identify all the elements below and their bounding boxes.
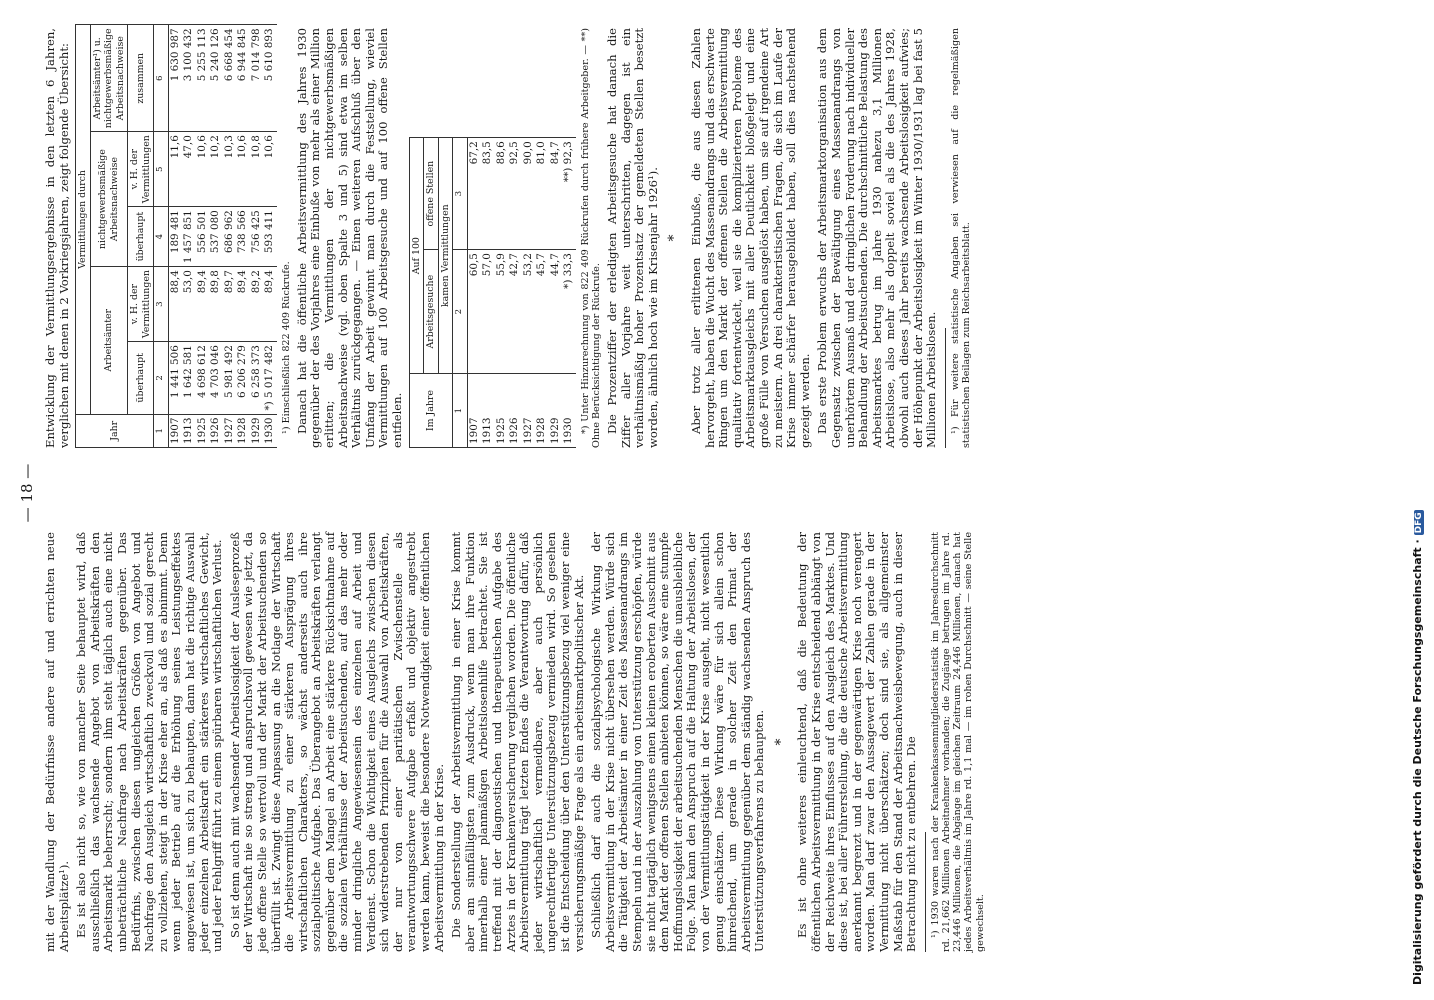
- table-cell: 5 981 492: [223, 342, 237, 414]
- year-cell: 1929: [250, 414, 264, 447]
- table-cell: 89,8: [209, 267, 223, 342]
- table-cell: 89,7: [223, 267, 237, 342]
- table-cell: 5 610 893: [263, 25, 277, 132]
- table-cell: 6 258 373: [250, 342, 264, 414]
- right-column: [44, 28, 1384, 448]
- year-cell: 1928: [535, 374, 549, 448]
- column-number: 1: [154, 414, 169, 447]
- paragraph: Entwicklung der Vermittlungsergebnisse in den letzten 6 Jahren, verglichen mit denen in 2 Vorkriegsjahren, zeigt folgende Übersicht:: [43, 28, 71, 448]
- column-number: 5: [154, 132, 169, 207]
- column-number: 3: [154, 267, 169, 342]
- table-cell: *) 5 017 482: [263, 342, 277, 414]
- sidebar-label: [1411, 5, 1424, 985]
- table-note: ¹) Einschließlich 822 409 Rückrufe.: [280, 261, 292, 434]
- paragraph: Danach hat die öffentliche Arbeitsvermittlung des Jahres 1930 gegenüber der des Vorjahres eine Einbuße von mehr als einer Million erlitten; die Vermittlungen der nichtgewerbsmäßigen Arbeitsnachweise (vgl. oben Spalte 3 und 5) sind etwa im selben Verhältnis zurückgegangen. — Einen weiteren Aufschluß über den Umfang der Arbeit gewinnt man durch die Feststellung, wieviel Vermittlungen auf 100 Arbeitsgesuche und auf 100 offene Stellen entfielen.: [294, 28, 405, 448]
- table-cell: 6 944 845: [236, 25, 250, 132]
- table-header: Arbeitsgesuche: [424, 250, 439, 374]
- table-cell: 6 206 279: [236, 342, 250, 414]
- table-cell: 10,6: [236, 132, 250, 207]
- table-cell: 89,4: [196, 267, 210, 342]
- table-cell: 1 457 851: [182, 207, 196, 267]
- table-cell: 83,5: [481, 138, 495, 250]
- page-number: — 18 —: [18, 463, 36, 523]
- table-header: Arbeitsämter¹) u. nichtgewerbsmäßige Arbeitsnachweise: [90, 25, 128, 132]
- table-cell: 537 080: [209, 207, 223, 267]
- year-cell: 1928: [236, 414, 250, 447]
- table-header: überhaupt: [128, 342, 154, 414]
- table-cell: 593 411: [263, 207, 277, 267]
- year-cell: 1907: [168, 414, 182, 447]
- table-cell: 10,2: [209, 132, 223, 207]
- dfg-logo-icon: DFG: [1414, 512, 1424, 534]
- table-cell: 3 100 432: [182, 25, 196, 132]
- year-cell: 1925: [495, 374, 509, 448]
- table-cell: 738 566: [236, 207, 250, 267]
- year-cell: 1929: [549, 374, 563, 448]
- table-header-year: Jahr: [76, 414, 154, 447]
- year-cell: 1907: [467, 374, 481, 448]
- table-cell: 10,8: [250, 132, 264, 207]
- table-header: v. H. der Vermittlungen: [128, 132, 154, 207]
- year-cell: 1926: [508, 374, 522, 448]
- table-cell: 556 501: [196, 207, 210, 267]
- table-cell: 5 240 126: [209, 25, 223, 132]
- table-cell: 686 962: [223, 207, 237, 267]
- paragraph: Es ist ohne weiteres einleuchtend, daß die Bedeutung der öffentlichen Arbeitsvermittlung in der Krise entscheidend abhängt von der Reichweite ihres Einflusses auf den Ausgleich des Marktes. Und diese ist, bei aller Führerstellung, die die deutsche Arbeitsvermittlung anerkannt begrenzt und in der gegenwärtigen Krise noch verengert worden. Man darf zwar den Aussagewert der Zahlen gerade in der Vermittlung nicht überschätzen; doch sind sie, als allgemeinster Maßstab für den Stand der Arbeitsnachweisbewegung, auch in dieser Betrachtung nicht zu entbehren. Die: [795, 532, 919, 952]
- paragraph: mit der Wandlung der Bedürfnisse andere auf und errichten neue Arbeitsplätze¹).: [43, 532, 71, 952]
- table-header: zusammen: [128, 25, 154, 132]
- paragraph: Die Sonderstellung der Arbeitsvermittlung in einer Krise kommt aber am sinnfälligsten zum Ausdruck, wenn man ihre Funktion innerhalb einer planmäßigen Arbeitslosenhilfe betrachtet. Sie ist treffend mit der diagnostischen und therapeutischen Aufgabe des Arztes in der Krankenversicherung verglichen worden. Die öffentliche Arbeitsvermittlung trägt letzten Endes die Verantwortung dafür, daß jeder wirtschaftlich vermeidbare, aber auch persönlich ungerechtfertigte Unterstützungsbezug vermieden wird. So gesehen ist die Entscheidung über den Unterstützungsbezug viel weniger eine versicherungsmäßige Frage als ein arbeitsmarktpolitischer Akt.: [449, 532, 586, 952]
- table-cell: 60,5: [467, 250, 481, 374]
- footnote: ¹) 1930 waren nach der Krankenkassenmitgliederstatistik im Jahresdurchschnitt rd. 21,662 Millionen Arbeitnehmer vorhanden; die Zugänge betrugen im Jahre rd. 23,446 Millionen, die Abgänge im gleichen Zeitraum 24,446 Millionen, danach hat jedes Arbeitsverhältnis im Jahre rd. 1,1 mal — im rohen Durchschnitt — seine Stelle gewechselt.: [929, 532, 986, 952]
- year-cell: 1925: [196, 414, 210, 447]
- table-header-group: Auf 100: [409, 138, 424, 374]
- table-cell: 7 014 798: [250, 25, 264, 132]
- table-cell: 10,6: [196, 132, 210, 207]
- table-cell: 6 668 454: [223, 25, 237, 132]
- paragraph: Es ist also nicht so, wie von mancher Seite behauptet wird, daß ausschließlich das wachsende Angebot von Arbeitskräften den Arbeitsmarkt beherrscht; sondern ihm steht täglich auch eine nicht unbeträchtliche Nachfrage nach Arbeitskräften gegenüber. Das Bedürfnis, zwischen diesen ungleichen Größen von Angebot und Nachfrage den Ausgleich wirtschaftlich zweckvoll und sozial gerecht zu vollziehen, steigt in der Krise eher an, als daß es abnimmt. Denn wenn jeder Betrieb auf die Erhöhung seines Leistungseffektes angewiesen ist, um sich zu behaupten, dann hat die richtige Auswahl jeder einzelnen Arbeitskraft ein stärkeres wirtschaftliches Gewicht, und jeder Fehlgriff führt zu einem spürbaren wirtschaftlichen Verlust.: [74, 532, 225, 952]
- column-number: 3: [453, 138, 468, 250]
- table-cell: 4 703 046: [209, 342, 223, 414]
- table-cell: **) 92,3: [562, 138, 576, 250]
- year-cell: 1930: [562, 374, 576, 448]
- paragraph: Schließlich darf auch die sozialpsychologische Wirkung der Arbeitsvermittlung in der Krise nicht übersehen werden. Würde sich die Tätigkeit der Arbeitsämter in einer Zeit des Massenandrangs im Stempeln und in der Auszahlung von Unterstützung erschöpfen, würde sie nicht tagtäglich wenigstens einen kleinen eroberten Ausschnitt aus dem Markt der offenen Stellen anbieten können, so wäre eine stumpfe Hoffnungslosigkeit der arbeitsuchenden Menschen die unausbleibliche Folge. Man kann den Anspruch auf die Haltung der Arbeitslosen, der von der Vermittlungstätigkeit in der Krise ausgeht, nicht wesentlich genug einschätzen. Diese Wirkung wäre für sich allein schon hinreichend, um gerade in solcher Zeit den Primat der Arbeitsvermittlung gegenüber dem ständig wachsenden Anspruch des Unterstützungsverfahrens zu behaupten.: [589, 532, 767, 952]
- table-cell: 10,3: [223, 132, 237, 207]
- column-number: 4: [154, 207, 169, 267]
- table-row: [562, 138, 576, 448]
- table-cell: 45,7: [535, 250, 549, 374]
- table-header-year: Im Jahre: [409, 374, 453, 448]
- table-cell: 4 698 612: [196, 342, 210, 414]
- table-note: *) Unter Hinzurechnung von 822 409 Rückrufen durch frühere Arbeitgeber. — **) Ohne Berücksichtigung der Rückrufe.: [579, 28, 602, 448]
- table-row: [196, 25, 210, 448]
- paragraph: Aber trotz aller erlittenen Einbuße, die aus diesen Zahlen hervorgeht, haben die Wucht des Massenandrangs und das erschwerte Ringen um den Markt der offenen Stellen die Arbeitsvermittlung qualitativ fortentwickelt, weil sie die komplizierteren Probleme des Arbeitsmarktausgleichs mit aller Deutlichkeit bloßgelegt und eine große Fülle von Versuchen ausgelöst haben, um sie auf irgendeine Art zu meistern. An drei charakteristischen Fragen, die sich im Laufe der Krise immer schärfer herausgebildet haben, soll dies nachstehend gezeigt werden.: [689, 28, 812, 448]
- table-cell: 1 630 987: [168, 25, 182, 132]
- table-row: [535, 138, 549, 448]
- table-cell: 90,0: [522, 138, 536, 250]
- year-cell: 1930: [263, 414, 277, 447]
- table-row: [495, 138, 509, 448]
- column-number: 6: [154, 25, 169, 132]
- table-cell: 189 481: [168, 207, 182, 267]
- table-row: [250, 25, 264, 448]
- table-cell: 44,7: [549, 250, 563, 374]
- placement-table: [75, 24, 277, 448]
- section-divider-star: *: [666, 234, 683, 242]
- table-row: [209, 25, 223, 448]
- table-header: Arbeitsämter: [90, 267, 128, 414]
- table-header: nichtgewerbsmäßige Arbeitsnachweise: [90, 132, 128, 267]
- table-cell: 84,7: [549, 138, 563, 250]
- table-cell: 89,2: [250, 267, 264, 342]
- paragraph: So ist denn auch mit wachsender Arbeitslosigkeit der Ausleseprozeß der Wirtschaft nie so streng und anspruchsvoll gewesen wie jetzt, da jede offene Stelle so wertvoll und der Markt der Arbeitsuchenden so überfüllt ist. Zwingt diese Anpassung an die Notlage der Wirtschaft die Arbeitsvermittlung zu einer stärkeren Ausprägung ihres wirtschaftlichen Charakters, so wächst anderseits auch ihre sozialpolitische Aufgabe. Das Überangebot an Arbeitskräften verlangt gegenüber dem Mangel an Arbeit eine stärkere Rücksichtnahme auf die sozialen Verhältnisse der Arbeitsuchenden, auf das mehr oder minder dringliche Angewiesensein des einzelnen auf Arbeit und Verdienst. Schon die Wichtigkeit eines Ausgleichs zwischen diesen sich widerstrebenden Prinzipien für die Auswahl von Arbeitskräften, der nur von einer paritätischen Zwischenstelle als verantwortungsschwere Aufgabe erfaßt und objektiv angestrebt werden kann, beweist die besondere Notwendigkeit einer öffentlichen Arbeitsvermittlung in der Krise.: [227, 532, 446, 952]
- rotated-page-content: [10, 18, 1390, 968]
- year-cell: 1927: [522, 374, 536, 448]
- table-row: [236, 25, 250, 448]
- year-cell: 1913: [182, 414, 196, 447]
- section-divider-star: *: [772, 738, 789, 746]
- table-row: [549, 138, 563, 448]
- table-cell: 89,4: [236, 267, 250, 342]
- table-header: v. H. der Vermittlungen: [128, 267, 154, 342]
- column-number: 2: [154, 342, 169, 414]
- table-cell: 89,4: [263, 267, 277, 342]
- paragraph: Die Prozentziffer der erledigten Arbeitsgesuche hat danach die Ziffer aller Vorjahre weit unterschritten, dagegen ist ein verhältnismäßig hoher Prozentsatz der gemeldeten Stellen besetzt worden, ähnlich hoch wie im Krisenjahr 1926¹).: [605, 28, 660, 448]
- table-cell: 57,0: [481, 250, 495, 374]
- table-header-group: Vermittlungen durch: [76, 25, 91, 414]
- table-cell: 88,4: [168, 267, 182, 342]
- footnote-rule: [925, 832, 926, 952]
- table-cell: 1 642 581: [182, 342, 196, 414]
- table-cell: 42,7: [508, 250, 522, 374]
- table-cell: 5 255 113: [196, 25, 210, 132]
- table-cell: 67,2: [467, 138, 481, 250]
- table-cell: *) 33,3: [562, 250, 576, 374]
- digitization-sidebar: [1410, 0, 1432, 1000]
- table-row: [168, 25, 182, 448]
- year-cell: 1913: [481, 374, 495, 448]
- table-row: [182, 25, 196, 448]
- table-row: [263, 25, 277, 448]
- table-header: kamen Vermittlungen: [438, 138, 453, 374]
- table-row: [467, 138, 481, 448]
- footnote: ¹) Für weitere statistische Angaben sei verwiesen auf die regelmäßigen statistischen Beilagen zum Reichsarbeitsblatt.: [949, 28, 972, 448]
- table-header: offene Stellen: [424, 138, 439, 250]
- table-cell: 47,0: [182, 132, 196, 207]
- table-row: [481, 138, 495, 448]
- table-cell: 92,5: [508, 138, 522, 250]
- table-row: [223, 25, 237, 448]
- table-cell: 11,6: [168, 132, 182, 207]
- table-row: [508, 138, 522, 448]
- table-cell: 756 425: [250, 207, 264, 267]
- left-column: [44, 532, 1384, 952]
- sidebar-text: Digitalisierung gefördert durch die Deutsche Forschungsgemeinschaft ·: [1411, 539, 1424, 985]
- table-cell: 53,2: [522, 250, 536, 374]
- table-cell: 53,0: [182, 267, 196, 342]
- table-cell: 1 441 506: [168, 342, 182, 414]
- footnote-rule: [945, 328, 946, 448]
- year-cell: 1927: [223, 414, 237, 447]
- paragraph: Das erste Problem erwuchs der Arbeitsmarktorganisation aus dem Gegensatz zwischen der Bewältigung eines Massenandrangs von unerhörtem Ausmaß und der dringlichen Forderung nach individueller Behandlung der Arbeitsuchenden. Die durchschnittliche Belastung des Arbeitsmarktes betrug im Jahre 1930 nahezu 3,1 Millionen Arbeitslose, also mehr als doppelt soviel als die des Jahres 1928, obwohl auch dieses Jahr bereits wachsende Arbeitslosigkeit aufwies; der Höhepunkt der Arbeitslosigkeit im Winter 1930/1931 lag bei fast 5 Millionen Arbeitslosen.: [815, 28, 939, 448]
- table-cell: 55,9: [495, 250, 509, 374]
- ratio-table: [409, 137, 576, 448]
- table-header: überhaupt: [128, 207, 154, 267]
- column-number: 2: [453, 250, 468, 374]
- table-cell: 88,6: [495, 138, 509, 250]
- column-number: 1: [453, 374, 468, 448]
- year-cell: 1926: [209, 414, 223, 447]
- table-cell: 10,6: [263, 132, 277, 207]
- table-cell: 81,0: [535, 138, 549, 250]
- table-row: [522, 138, 536, 448]
